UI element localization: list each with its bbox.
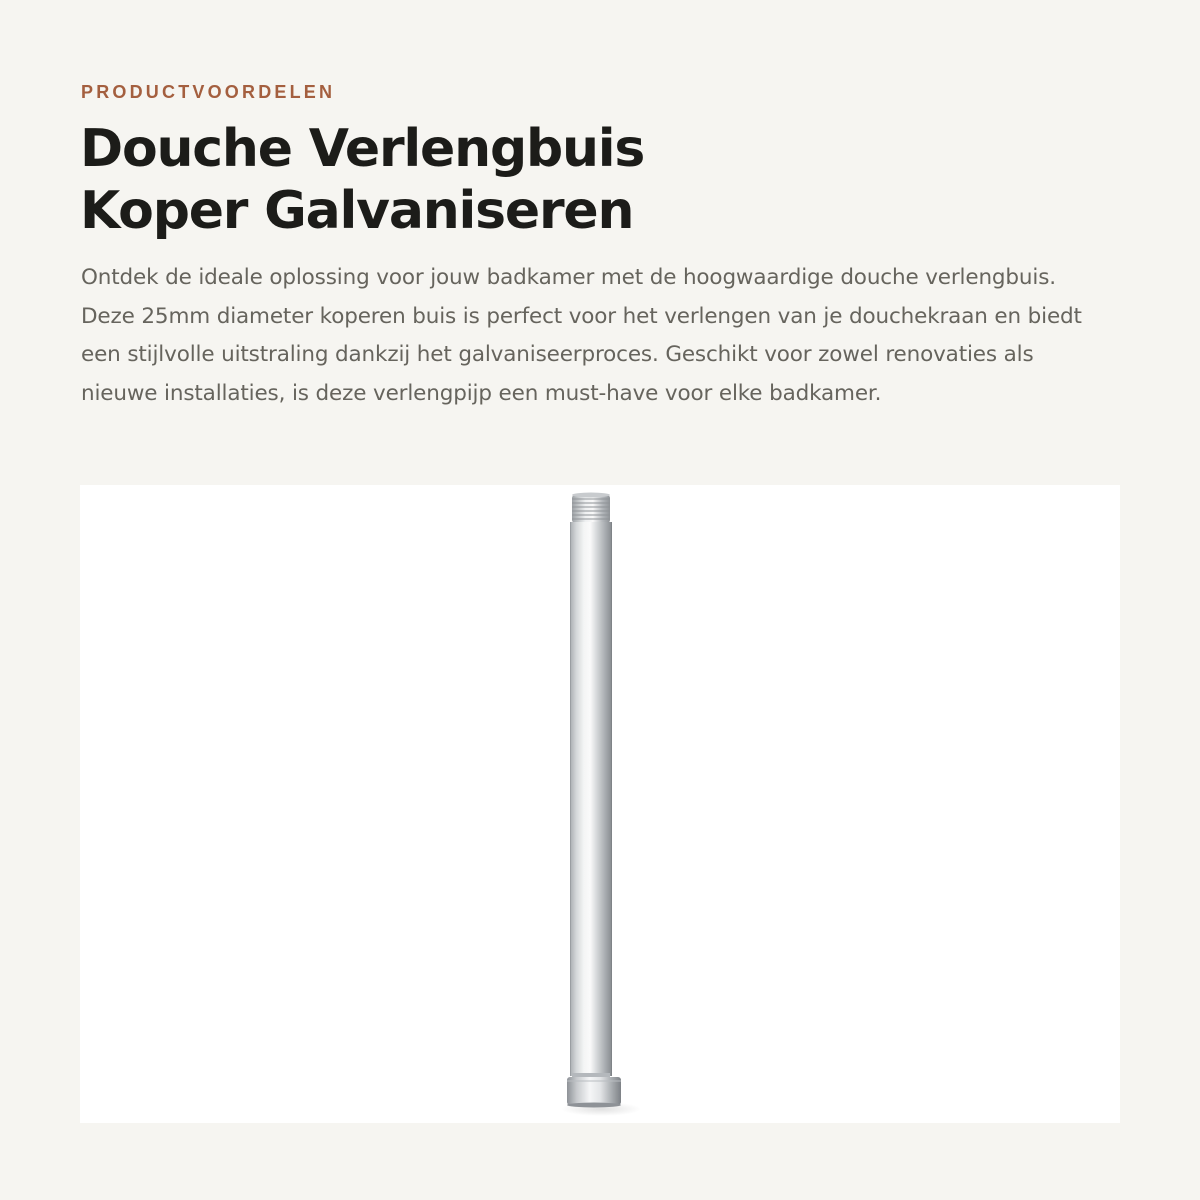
bottom-nut — [567, 1073, 621, 1108]
threaded-top-end — [572, 493, 610, 524]
product-image — [80, 485, 1120, 1123]
product-description: Ontdek de ideale oplossing voor jouw badkamer met de hoogwaardige douche verlengbuis. Deze 25mm diameter koperen buis is perfect voor het verlengen van je douchekraan en biedt een stijlvolle uitstraling dankzij het galvaniseerproces. Geschikt voor zowel renovaties als nieuwe installaties, is deze verlengpijp een must-have voor elke badkamer. — [81, 265, 1082, 406]
product-title — [80, 118, 1120, 242]
product-title-line-2: Koper Galvaniseren — [80, 181, 634, 241]
section-eyebrow: PRODUCTVOORDELEN — [81, 82, 336, 102]
shower-extension-pipe-illustration — [80, 485, 1120, 1123]
pipe-body — [570, 522, 612, 1076]
product-title-line-1: Douche Verlengbuis — [80, 119, 645, 179]
